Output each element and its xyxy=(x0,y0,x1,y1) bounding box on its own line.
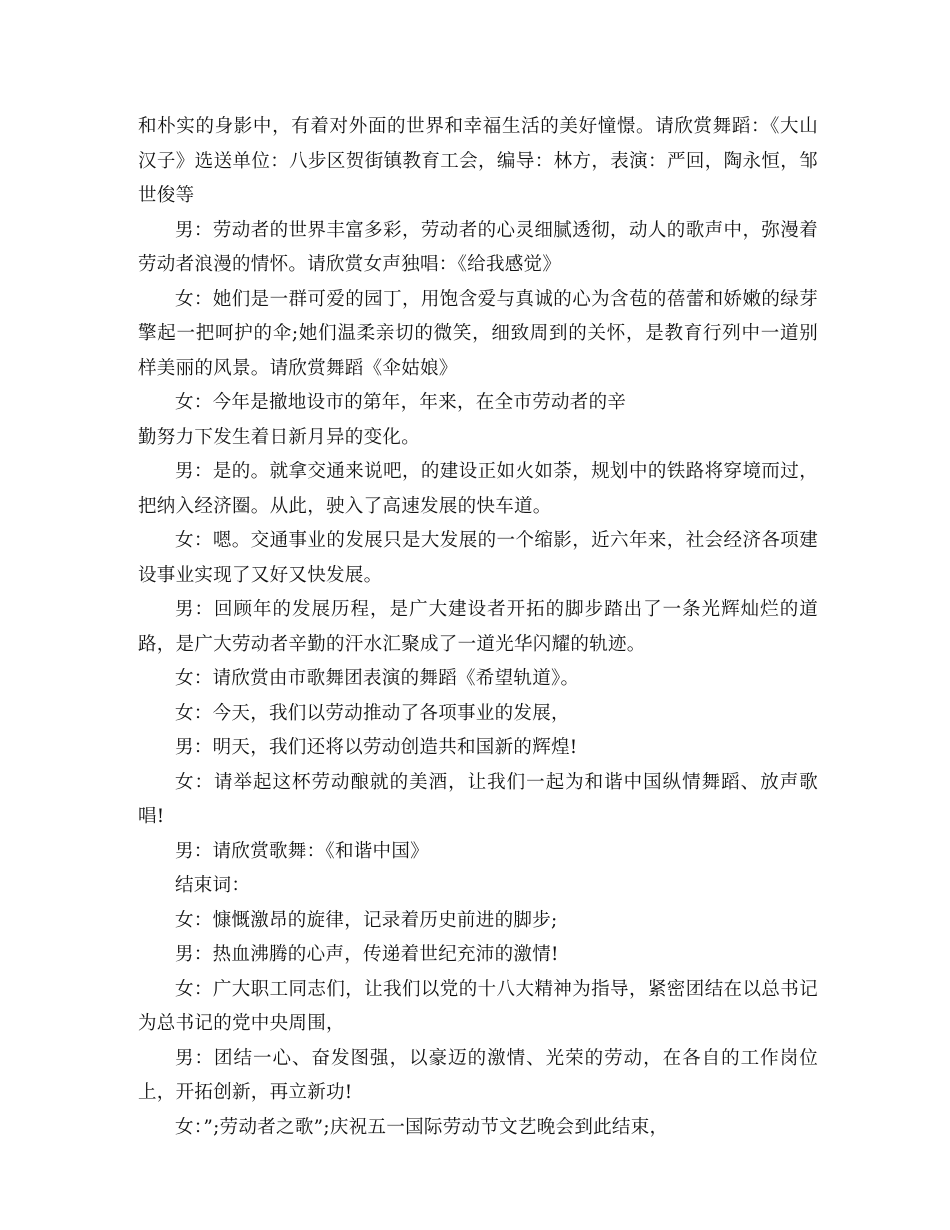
paragraph: 女：今天，我们以劳动推动了各项事业的发展， xyxy=(175,702,570,724)
paragraph: 女：广大职工同志们，让我们以党的十八大精神为指导，紧密团结在以总书记为总书记的党中央周围， xyxy=(138,978,818,1034)
paragraph: 男：明天，我们还将以劳动创造共和国新的辉煌! xyxy=(175,737,578,758)
paragraph: 女：请欣赏由市歌舞团表演的舞蹈《希望轨道》。 xyxy=(175,668,580,689)
paragraph: 男：团结一心、奋发图强，以豪迈的激情、光荣的劳动，在各自的工作岗位上，开拓创新，再立新功! xyxy=(138,1047,818,1103)
paragraph: 女：慷慨激昂的旋律，记录着历史前进的脚步; xyxy=(175,909,558,931)
paragraph: 男：请欣赏歌舞：《和谐中国》 xyxy=(175,840,429,862)
paragraph: 女：”;劳动者之歌”;庆祝五一国际劳动节文艺晚会到此结束， xyxy=(175,1116,669,1138)
paragraph: 勤努力下发生着日新月异的变化。 xyxy=(138,426,421,448)
paragraph: 男：劳动者的世界丰富多彩，劳动者的心灵细腻透彻，动人的歌声中，弥漫着劳动者浪漫的情怀。请欣赏女声独唱：《给我感觉》 xyxy=(138,219,818,275)
document-body xyxy=(138,110,818,1145)
paragraph: 男：回顾年的发展历程，是广大建设者开拓的脚步踏出了一条光辉灿烂的道路，是广大劳动者辛勤的汗水汇聚成了一道光华闪耀的轨迹。 xyxy=(138,599,818,655)
paragraph: 女：请举起这杯劳动酿就的美酒，让我们一起为和谐中国纵情舞蹈、放声歌唱! xyxy=(138,771,818,827)
paragraph: 和朴实的身影中，有着对外面的世界和幸福生活的美好憧憬。请欣赏舞蹈：《大山汉子》选送单位：八步区贺街镇教育工会，编导：林方，表演：严回，陶永恒，邹世俊等 xyxy=(138,116,818,206)
paragraph: 男：热血沸腾的心声，传递着世纪充沛的激情! xyxy=(175,944,559,965)
paragraph: 男：是的。就拿交通来说吧，的建设正如火如荼，规划中的铁路将穿境而过，把纳入经济圈。从此，驶入了高速发展的快车道。 xyxy=(138,461,818,517)
paragraph: 女：嗯。交通事业的发展只是大发展的一个缩影，近六年来，社会经济各项建设事业实现了又好又快发展。 xyxy=(138,530,818,586)
paragraph: 女：今年是撤地设市的第年，年来，在全市劳动者的辛 xyxy=(175,392,627,413)
paragraph: 结束词： xyxy=(175,875,251,896)
paragraph: 女：她们是一群可爱的园丁，用饱含爱与真诚的心为含苞的蓓蕾和娇嫩的绿芽擎起一把呵护的伞;她们温柔亲切的微笑，细致周到的关怀，是教育行列中一道别样美丽的风景。请欣赏舞蹈《伞姑娘》 xyxy=(138,288,818,379)
